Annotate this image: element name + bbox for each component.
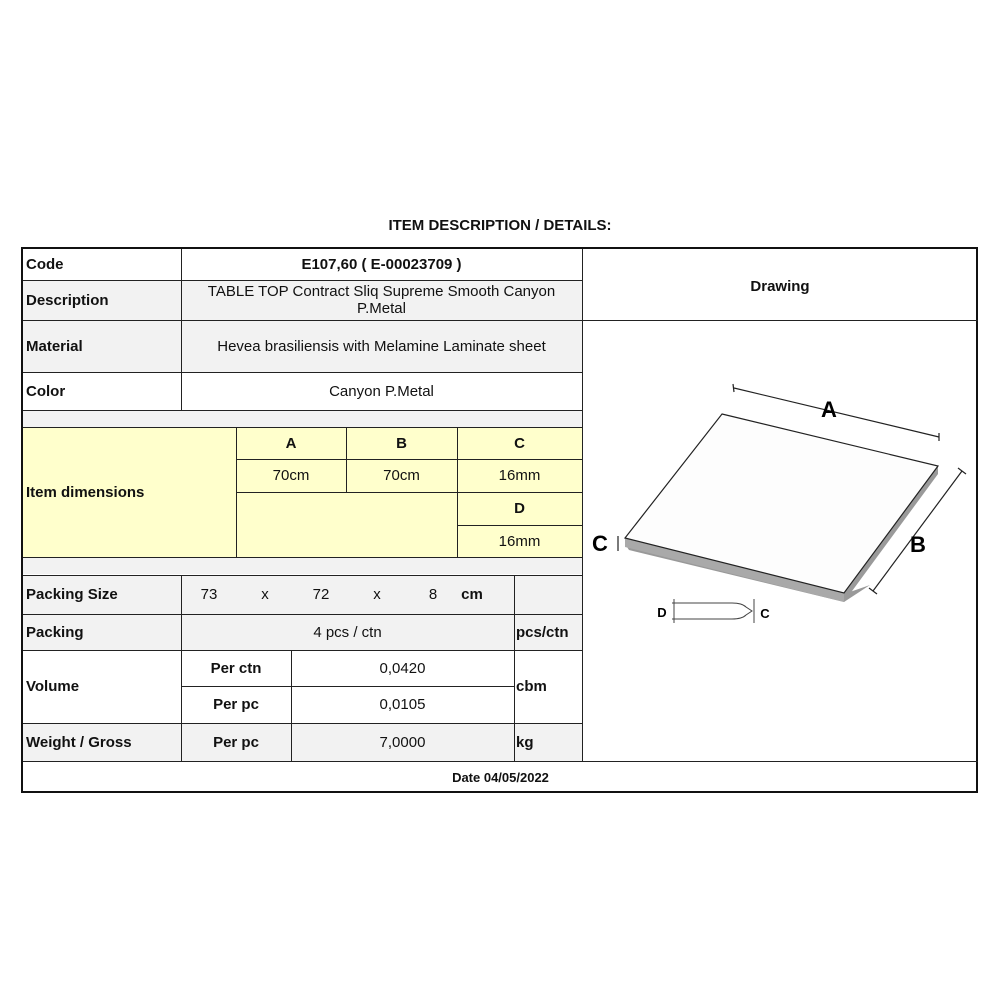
drawing-label-c-small: C [760, 606, 770, 621]
description-value: TABLE TOP Contract Sliq Supreme Smooth Canyon P.Metal [207, 283, 556, 317]
dimension-header-b: B [396, 434, 407, 452]
volume-per-pc-label: Per pc [213, 696, 259, 713]
dimension-header-a: A [285, 434, 297, 452]
dimension-header-c: C [514, 434, 525, 452]
weight-per-pc-label: Per pc [213, 733, 259, 751]
dimension-value-a: 70cm [272, 467, 310, 484]
item-dimensions-label: Item dimensions [26, 483, 145, 501]
drawing-label-b: B [910, 532, 926, 557]
weight-label: Weight / Gross [26, 733, 132, 751]
packing-size-unit: cm [461, 586, 483, 603]
spacer-row [23, 557, 582, 574]
dimension-value-b: 70cm [383, 467, 420, 484]
volume-unit: cbm [516, 678, 547, 695]
packing-value: 4 pcs / ctn [313, 623, 382, 641]
spacer-row [23, 410, 582, 427]
code-value: E107,60 ( E-00023709 ) [301, 256, 462, 273]
volume-per-ctn-label: Per ctn [210, 659, 262, 677]
date-footer: Date 04/05/2022 [452, 769, 549, 785]
packing-label: Packing [26, 623, 84, 641]
packing-size-height: 8 [428, 586, 438, 603]
page-title: ITEM DESCRIPTION / DETAILS: [388, 217, 612, 234]
weight-unit: kg [516, 733, 534, 751]
packing-size-length: 73 [200, 586, 218, 603]
drawing-label: Drawing [750, 278, 810, 295]
color-value: Canyon P.Metal [329, 382, 434, 400]
packing-unit: pcs/ctn [516, 623, 569, 641]
edge-profile [672, 603, 752, 619]
description-label: Description [26, 291, 109, 309]
packing-size-label: Packing Size [26, 586, 118, 603]
volume-per-pc-value: 0,0105 [379, 696, 426, 713]
item-details-sheet [21, 247, 978, 793]
packing-size-separator: x [261, 586, 269, 603]
dimension-value-c: 16mm [498, 467, 541, 484]
code-label: Code [26, 256, 64, 273]
dimension-value-d: 16mm [498, 532, 541, 550]
drawing-label-d-small: D [657, 605, 667, 620]
color-label: Color [26, 382, 66, 400]
volume-label: Volume [26, 678, 80, 695]
dimension-header-d: D [514, 500, 525, 517]
drawing-label-c: C [592, 531, 608, 556]
volume-per-ctn-value: 0,0420 [379, 659, 426, 677]
table-top-drawing [582, 321, 978, 641]
drawing-label-a: A [821, 397, 837, 422]
packing-size-width: 72 [312, 586, 330, 603]
material-value: Hevea brasiliensis with Melamine Laminate sheet [217, 337, 546, 355]
material-label: Material [26, 337, 83, 355]
weight-value: 7,0000 [379, 733, 426, 751]
packing-size-separator: x [373, 586, 381, 603]
